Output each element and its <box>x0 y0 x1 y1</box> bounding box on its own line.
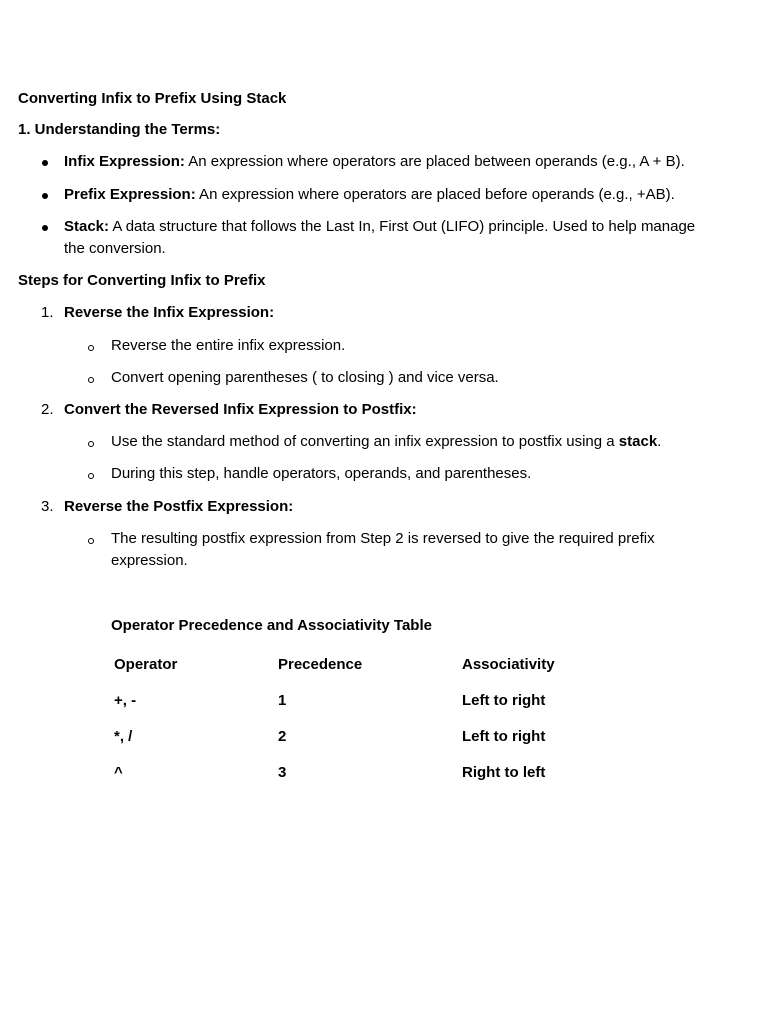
step-number: 1. <box>41 304 54 321</box>
section-heading-steps: Steps for Converting Infix to Prefix <box>18 272 266 289</box>
sub-step-item: During this step, handle operators, operands, and parentheses. <box>111 465 532 482</box>
table-cell: Left to right <box>462 728 546 745</box>
sub-step-item <box>111 431 731 453</box>
table-cell: +, - <box>114 692 137 709</box>
term-item-infix <box>64 151 744 173</box>
sub-step-emphasis: stack <box>618 433 658 450</box>
term-label: Prefix Expression: <box>64 186 196 203</box>
sub-step-text: Use the standard method of converting an infix expression to postfix using a <box>111 433 619 450</box>
sub-step-item: Reverse the entire infix expression. <box>111 337 346 354</box>
table-row <box>111 719 662 755</box>
term-item-stack <box>64 216 704 260</box>
term-item-prefix <box>64 184 744 206</box>
circle-bullet-icon <box>88 345 94 351</box>
term-definition: A data structure that follows the Last In, First Out (LIFO) principle. Used to help manage the conversion. <box>64 218 696 257</box>
table-header-row <box>111 647 662 683</box>
table-cell: 3 <box>278 764 287 781</box>
table-cell: ^ <box>114 764 123 781</box>
step-title-convert-postfix: Convert the Reversed Infix Expression to Postfix: <box>64 401 417 418</box>
bullet-icon <box>42 225 48 231</box>
term-label: Infix Expression: <box>64 153 185 170</box>
bullet-icon <box>42 160 48 166</box>
term-definition: An expression where operators are placed before operands (e.g., +AB). <box>195 186 675 203</box>
table-cell: Left to right <box>462 692 546 709</box>
step-title-reverse-infix: Reverse the Infix Expression: <box>64 304 275 321</box>
circle-bullet-icon <box>88 538 94 544</box>
operator-precedence-table <box>111 647 662 791</box>
table-cell: Right to left <box>462 764 546 781</box>
sub-step-item: The resulting postfix expression from Step 2 is reversed to give the required prefix expression. <box>111 530 655 569</box>
circle-bullet-icon <box>88 441 94 447</box>
table-cell: 2 <box>278 728 287 745</box>
sub-step-text-end: . <box>657 433 662 450</box>
bullet-icon <box>42 193 48 199</box>
table-header-cell: Precedence <box>278 656 363 673</box>
table-row <box>111 683 662 719</box>
term-label: Stack: <box>64 218 110 235</box>
circle-bullet-icon <box>88 473 94 479</box>
section-heading-terms: 1. Understanding the Terms: <box>18 121 221 138</box>
step-title-reverse-postfix: Reverse the Postfix Expression: <box>64 498 294 515</box>
table-cell: 1 <box>278 692 287 709</box>
table-cell: *, / <box>114 728 133 745</box>
table-title: Operator Precedence and Associativity Table <box>111 617 432 634</box>
step-number: 2. <box>41 401 54 418</box>
table-header-cell: Associativity <box>462 656 555 673</box>
sub-step-item: Convert opening parentheses ( to closing ) and vice versa. <box>111 369 499 386</box>
step-number: 3. <box>41 498 54 515</box>
document-title: Converting Infix to Prefix Using Stack <box>18 90 287 107</box>
table-header-cell: Operator <box>114 656 178 673</box>
term-definition: An expression where operators are placed between operands (e.g., A + B). <box>184 153 685 170</box>
circle-bullet-icon <box>88 377 94 383</box>
table-row <box>111 755 662 791</box>
